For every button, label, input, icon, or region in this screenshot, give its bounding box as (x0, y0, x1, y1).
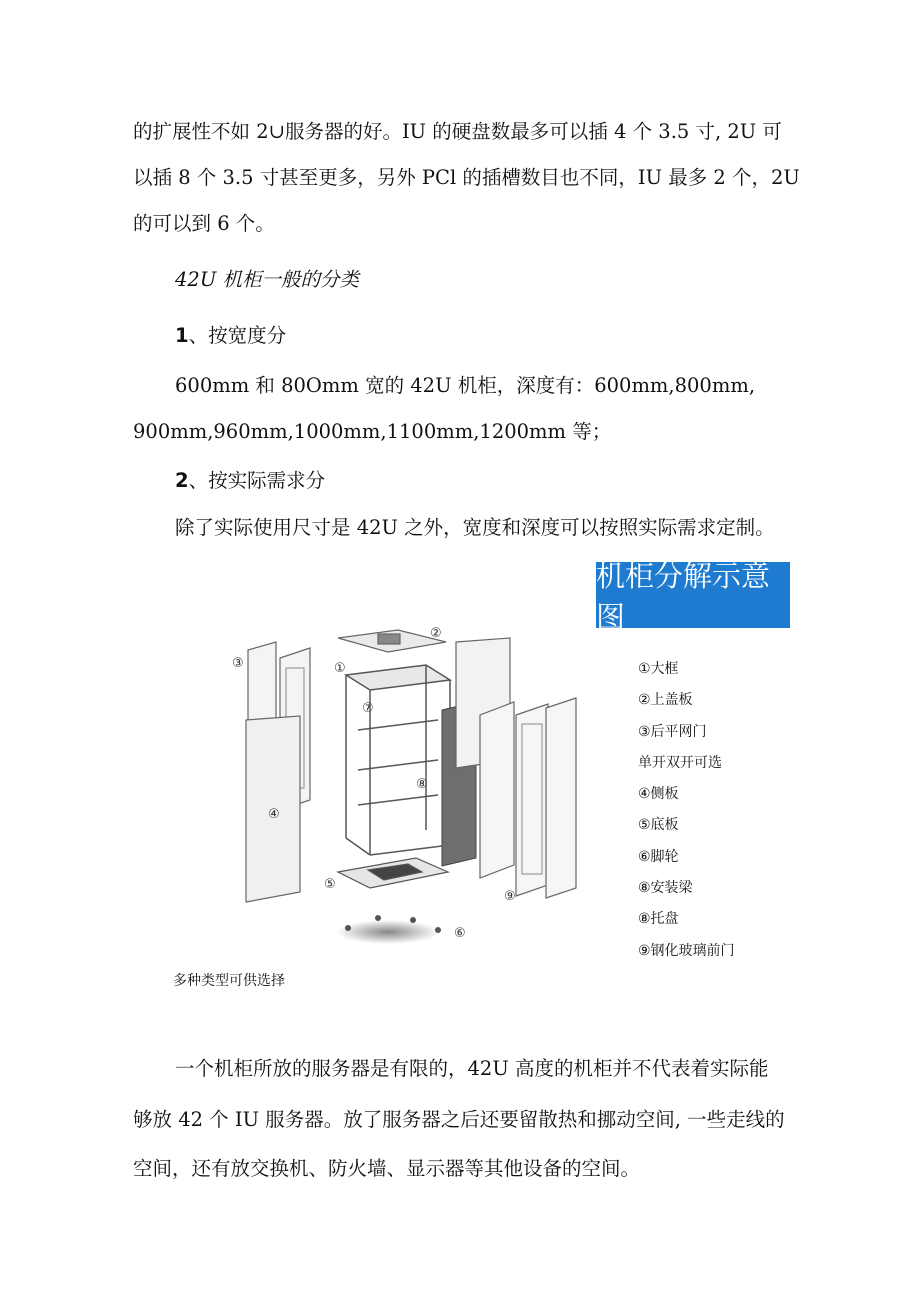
callout-1: ① (334, 661, 346, 676)
legend-item: ⑥脚轮 (638, 848, 679, 865)
item-2-number: 2 (175, 469, 189, 492)
text-line: 够放 42 个 IU 服务器。放了服务器之后还要留散热和挪动空间, 一些走线的 (133, 1108, 785, 1131)
callout-8: ⑧ (416, 777, 428, 792)
callout-2: ② (430, 626, 442, 641)
legend-item: ①大框 (638, 661, 679, 677)
item-1-heading (175, 320, 286, 348)
callout-4: ④ (268, 807, 280, 822)
item-1-number: 1 (175, 324, 189, 347)
caster-shadow (336, 920, 440, 944)
diagram-title: 机柜分解示意图 (596, 562, 790, 628)
diagram-caption: 多种类型可供选择 (173, 973, 285, 989)
item-1-text-line: 900mm,960mm,1000mm,1100mm,1200mm 等； (133, 420, 612, 443)
text-line: 空间，还有放交换机、防火墙、显示器等其他设备的空间。 (133, 1157, 641, 1180)
item-1-label: 、按宽度分 (188, 324, 287, 347)
legend-item: ③后平网门 (638, 723, 707, 740)
callout-7: ⑦ (362, 701, 374, 716)
cabinet-exploded-illustration (228, 620, 598, 955)
legend-item: 单开双开可选 (638, 754, 722, 771)
callout-3: ③ (232, 656, 244, 671)
legend-item: ②上盖板 (638, 692, 693, 709)
item-2-label: 、按实际需求分 (188, 469, 326, 492)
diagram-legend (638, 654, 735, 967)
base-plate-part (338, 858, 448, 888)
legend-item: ④侧板 (638, 786, 679, 803)
legend-item: ⑤底板 (638, 817, 679, 834)
legend-item: ⑧托盘 (638, 911, 679, 928)
text-line: 的可以到 6 个。 (133, 212, 275, 235)
item-1-text-line: 600mm 和 80Omm 宽的 42U 机柜，深度有：600mm,800mm, (175, 374, 756, 397)
front-door-part (480, 698, 576, 898)
callout-5: ⑤ (324, 877, 336, 892)
callout-9: ⑨ (504, 889, 516, 904)
text-line: 以插 8 个 3.5 寸甚至更多，另外 PCl 的插槽数目也不同，IU 最多 2 个，2U (133, 166, 800, 189)
main-frame-part (346, 665, 450, 855)
item-2-text: 除了实际使用尺寸是 42U 之外，宽度和深度可以按照实际需求定制。 (175, 516, 775, 539)
callout-6: ⑥ (454, 926, 466, 941)
legend-item: ⑨钢化玻璃前门 (638, 942, 735, 959)
text-line: 的扩展性不如 2∪服务器的好。IU 的硬盘数最多可以插 4 个 3.5 寸, 2U 可 (133, 120, 782, 143)
section-heading: 42U 机柜一般的分类 (175, 268, 359, 291)
legend-item: ⑧安装梁 (638, 880, 693, 897)
item-2-heading (175, 465, 325, 493)
text-line: 一个机柜所放的服务器是有限的，42U 高度的机柜并不代表着实际能 (175, 1057, 769, 1080)
